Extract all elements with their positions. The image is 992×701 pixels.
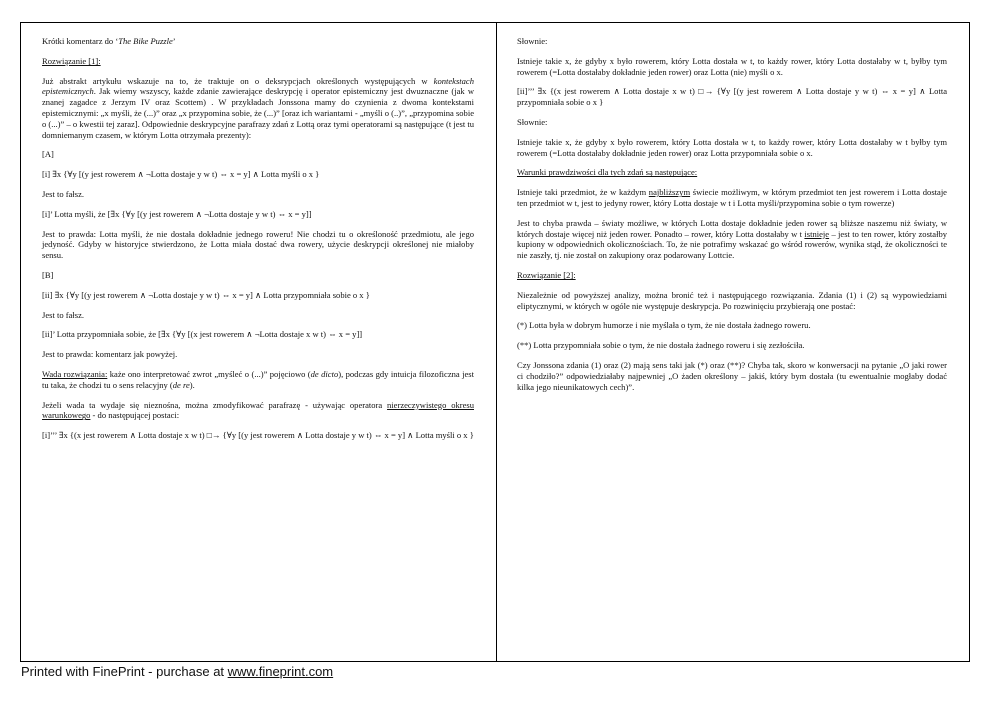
print-footer bbox=[21, 664, 333, 679]
verdict-false-1: Jest to fałsz. bbox=[42, 188, 85, 199]
paragraph-exists: Istnieje taki przedmiot, że w każdym najbliższym świecie możliwym, w którym przedmiot ten jest rowerem i Lotta dostaje ten przedmiot w t, jest to jedyny rower, który Lotta dostaje w t i Lotta myśli/przypomina sobie o tym rowerze) bbox=[517, 187, 947, 208]
right-column bbox=[517, 36, 947, 401]
paragraph-independent: Niezależnie od powyższej analizy, można bronić też i następującego rozwiązania. Zdania (1) i (2) są wypowiedziami eliptycznymi, w których w ogóle nie występuje deskrypcja. Po rozwinięciu przybierają one postać: bbox=[517, 289, 947, 311]
paragraph-slownie-1: Istnieje takie x, że gdyby x było rowerem, który Lotta dostała w t, to każdy rower, który Lotta dostałaby w t, byłby tym rowerem (=Lotta dostałaby dokładnie jeden rower) oraz Lotta (nie) myśli o x. bbox=[517, 55, 947, 77]
left-column bbox=[42, 36, 474, 450]
heading-solution-2: Rozwiązanie [2]: bbox=[517, 269, 576, 280]
paragraph-true-1: Jest to prawda: Lotta myśli, że nie dostała dokładnie jednego roweru! Nie chodzi tu o określoność przedmiotu, ale jego jedyność. Gdyby w historyjce stwierdzono, że Lotta miała dostać dwa rowery, użycie deskrypcji określonej nie miałoby sensu. bbox=[42, 228, 474, 261]
paragraph-modify: Jeżeli wada ta wydaje się nieznośna, można zmodyfikować parafrazę - używając operatora nierzeczywistego okresu warunkowego - do następującej postaci: bbox=[42, 399, 474, 421]
paragraph-slownie-2: Istnieje takie x, że gdyby x było rowerem, który Lotta dostała w t, to każdy rower, który Lotta dostałaby w t byłby tym rowerem (=Lotta dostałaby dokładnie jeden rower) oraz Lotta przypomniała sobie o x. bbox=[517, 136, 947, 158]
label-slownie-2: Słownie: bbox=[517, 116, 548, 127]
heading-truth-conditions: Warunki prawdziwości dla tych zdań są następujące: bbox=[517, 167, 698, 178]
fineprint-link[interactable]: www.fineprint.com bbox=[227, 664, 334, 679]
example-star-2: (**) Lotta przypomniała sobie o tym, że nie dostała żadnego roweru i się zezłościła. bbox=[517, 340, 805, 351]
paragraph-true-2: Jest to prawda: komentarz jak powyżej. bbox=[42, 349, 178, 360]
paragraph-flaw: Wada rozwiązania: każe ono interpretować zwrot „myśleć o (...)” pojęciowo (de dicto), podczas gdy intuicja filozoficzna jest tu taka, że chodzi tu o sens relacyjny (de re). bbox=[42, 368, 474, 390]
footer-text: Printed with FinePrint - purchase at bbox=[21, 664, 228, 679]
formula-i: [i] ∃x {∀y [(y jest rowerem ∧ ¬Lotta dostaje y w t) ⇔ x = y] ∧ Lotta myśli o x } bbox=[42, 169, 320, 180]
formula-i-prime: [i]’ Lotta myśli, że [∃x {∀y [(y jest rowerem ∧ ¬Lotta dostaje y w t) ⇔ x = y]] bbox=[42, 208, 312, 219]
column-divider bbox=[496, 22, 497, 662]
label-A: [A] bbox=[42, 149, 54, 160]
verdict-false-2: Jest to fałsz. bbox=[42, 309, 85, 320]
doc-title: Krótki komentarz do ‘The Bike Puzzle’ bbox=[42, 36, 176, 46]
paragraph-question: Czy Jonssona zdania (1) oraz (2) mają sens taki jak (*) oraz (**)? Chyba tak, skoro w konwersacji na pytanie „O jaki rower ci chodziło?” odpowiedziałaby najpewniej „O żaden określony – jakiś, który bym dostała (tu ewentualnie mogłaby dodać kilka jego nieunikatowych cech)”. bbox=[517, 359, 947, 392]
formula-i-triple: [i]’’’ ∃x {(x jest rowerem ∧ Lotta dostaje x w t) □→ {∀y [(y jest rowerem ∧ Lotta dostaje y w t) ⇔ x = y] ∧ Lotta myśli o x } bbox=[42, 430, 474, 441]
formula-ii-prime: [ii]’ Lotta przypomniała sobie, że [∃x {∀y [(x jest rowerem ∧ ¬Lotta dostaje x w t) ⇔ x = y]] bbox=[42, 329, 363, 340]
label-B: [B] bbox=[42, 269, 54, 280]
heading-solution-1: Rozwiązanie [1]: bbox=[42, 55, 101, 66]
formula-ii-triple: [ii]’’’ ∃x {(x jest rowerem ∧ Lotta dostaje x w t) □→ {∀y [(y jest rowerem ∧ Lotta dostaje y w t) ⇔ x = y] ∧ Lotta przypomniała sobie o x } bbox=[517, 86, 947, 108]
example-star-1: (*) Lotta była w dobrym humorze i nie myślała o tym, że nie dostała żadnego roweru. bbox=[517, 320, 811, 331]
formula-ii: [ii] ∃x {∀y [(y jest rowerem ∧ ¬Lotta dostaje y w t) ⇔ x = y] ∧ Lotta przypomniała sobie o x } bbox=[42, 289, 370, 300]
paragraph-abstract: Już abstrakt artykułu wskazuje na to, że traktuje on o deksrypcjach określonych występujących w kontekstach epistemicznych. Jak wiemy wszyscy, każde zdanie zawierające deskrypcję i operator epistemiczny jest dwuznaczne (jak w znanej zagadce z Jerzym IV oraz Scottem) . W przykładach Jonssona mamy do czynienia z dwoma kontekstami epistemicznymi: „x myśli, że (...)” oraz „x przypomina sobie, że (...)” [oraz ich wariantami - „myśli o (..)”, „przypomina sobie o (...)” – o kwestii tej zaraz]. Odpowiednie deskrypcyjne parafrazy zdań z Lottą oraz tymi operatorami są następujące (t jest tu domniemanym czasem, w którym Lotta otrzymała prezenty): bbox=[42, 75, 474, 140]
label-slownie-1: Słownie: bbox=[517, 36, 548, 46]
paragraph-probably-true: Jest to chyba prawda – światy możliwe, w których Lotta dostaje dokładnie jeden rower są bliższe naszemu niż światy, w których dostaje więcej niż jeden rower. Ponadto – rower, który Lotta dostałaby w t istnieje – jest to ten rower, który zostałby kupiony w odpowiednich okolicznościach. To, że nie potrafimy wskazać go wśród rowerów, wynika stąd, że okoliczności te nie zaszły, tj. nie został on zakupiony oraz podarowany Lottcie. bbox=[517, 217, 947, 261]
